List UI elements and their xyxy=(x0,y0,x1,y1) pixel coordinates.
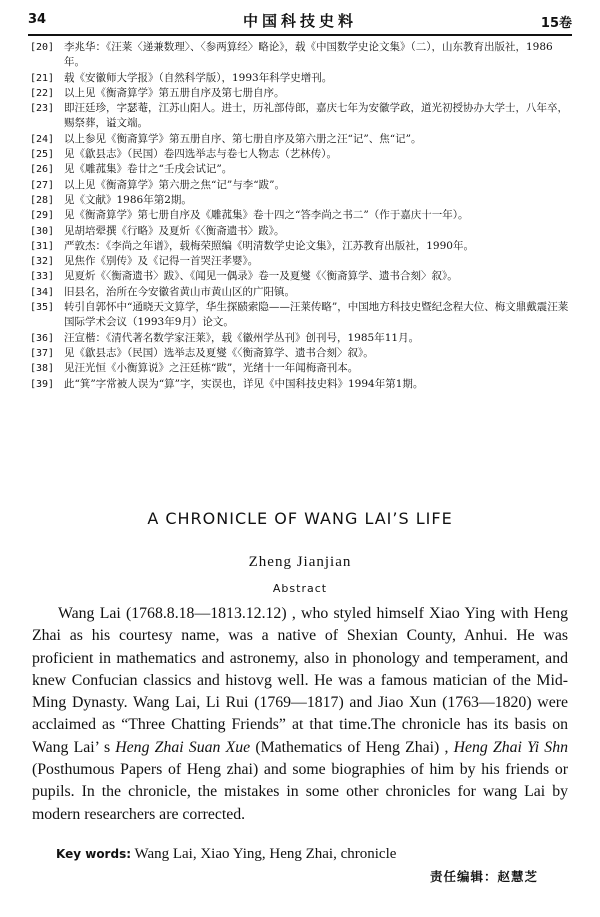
reference-note xyxy=(30,147,570,162)
note-number: [22] xyxy=(30,87,55,99)
note-text: 见焦作《别传》及《记得一首哭汪孝婴》。 xyxy=(64,255,259,268)
note-text: 见《雕菰集》卷廿之“壬戌会试记”。 xyxy=(64,163,233,176)
note-number: [39] xyxy=(30,378,55,390)
note-number: [34] xyxy=(30,286,55,298)
note-text: 见《衡斋算学》第七册自序及《雕菰集》卷十四之“答李尚之书二”（作于嘉庆十一年）。 xyxy=(64,209,469,222)
note-text: 见《歙县志》（民国）选举志及夏燮《〈衡斋算学、遗书合刻〉叙》。 xyxy=(64,346,374,359)
reference-notes xyxy=(30,40,570,392)
keywords-line xyxy=(56,846,396,863)
note-text: 李兆华：《汪莱〈递兼数理〉、〈参两算经〉略论》，载《中国数学史论文集》（二），山东教育出版社，1986年。 xyxy=(64,41,553,69)
reference-note xyxy=(30,71,570,86)
note-text: 汪宣楷：《清代著名数学家汪莱》，载《徽州学丛刊》创刊号，1985年11月。 xyxy=(64,331,420,344)
note-number: [32] xyxy=(30,256,55,268)
journal-title: 中国科技史料 xyxy=(242,12,357,30)
page-number: 34 xyxy=(28,12,47,27)
reference-note xyxy=(30,254,570,269)
reference-note xyxy=(30,208,570,223)
responsible-editor: 责任编辑：赵慧芝 xyxy=(429,869,538,884)
note-text: 以上参见《衡斋算学》第五册自序、第七册自序及第六册之汪“记”、焦“记”。 xyxy=(64,132,422,145)
keywords-value: Wang Lai, Xiao Ying, Heng Zhai, chronicle xyxy=(134,846,397,862)
note-number: [20] xyxy=(30,42,55,53)
note-text: 即汪廷珍，字瑟菴，江苏山阳人。进士，历礼部侍郎，嘉庆七年为安徽学政，道光初授协办大学士，八年卒，赐祭葬，谥文端。 xyxy=(64,102,568,130)
note-text: 见胡培翚撰《行略》及夏炘《〈衡斋遗书〉跋》。 xyxy=(64,224,285,237)
reference-note xyxy=(30,101,570,132)
abstract-part: Wang Lai (1768.8.18—1813.12.12) , who styled himself Xiao Ying with Heng Zhai as his courtesy name, was a native of Shexian County, Anhui. He was proficient in mathematics and astronemy, also in phonology and temperament, and knew Confucian classics and histovg well. He was a famous matician of the Mid-Ming Dynasty. Wang Lai, Li Rui (1769—1817) and Jiao Xun (1763—1820) were acclaimed as “Three Chatting Friends” at that time.The chronicle has its basis on Wang Lai’ s xyxy=(32,605,568,756)
article-title: A CHRONICLE OF WANG LAI’S LIFE xyxy=(147,509,453,528)
reference-note xyxy=(30,346,570,361)
note-number: [31] xyxy=(30,240,55,252)
article-author: Zheng Jianjian xyxy=(248,554,352,570)
reference-note xyxy=(30,193,570,208)
keywords-label: Key words: xyxy=(56,847,132,861)
reference-note xyxy=(30,162,570,177)
reference-note xyxy=(30,86,570,101)
volume-label: 15卷 xyxy=(540,16,572,31)
abstract-heading: Abstract xyxy=(272,582,328,595)
note-number: [30] xyxy=(30,225,55,237)
note-number: [29] xyxy=(30,210,55,222)
note-number: [33] xyxy=(30,271,55,283)
reference-note xyxy=(30,178,570,193)
note-text: 见夏炘《〈衡斋遗书〉跋》、《闻见一偶录》卷一及夏燮《〈衡斋算学、遗书合刻〉叙》。 xyxy=(64,270,458,283)
reference-note xyxy=(30,40,570,71)
note-text: 严敦杰：《李尚之年谱》，载梅荣照编《明清数学史论文集》，江苏教育出版社，1990年。 xyxy=(64,239,474,252)
note-number: [37] xyxy=(30,347,55,359)
reference-note xyxy=(30,285,570,300)
reference-note xyxy=(30,132,570,147)
note-number: [24] xyxy=(30,133,55,145)
note-text: 此“箕”字常被人误为“算”字，实误也，详见《中国科技史料》1994年第1期。 xyxy=(64,377,424,390)
running-header xyxy=(28,10,572,36)
note-text: 载《安徽师大学报》（自然科学版），1993年科学史增刊。 xyxy=(64,71,333,84)
book-title-yishu: Heng Zhai Yi Shn xyxy=(453,738,568,756)
note-number: [27] xyxy=(30,179,55,191)
note-text: 见《文献》1986年第2期。 xyxy=(64,193,192,206)
note-text: 见《歙县志》（民国）卷四选举志与卷七人物志（艺林传）。 xyxy=(64,148,337,161)
reference-note xyxy=(30,269,570,284)
note-text: 旧县名，治所在今安徽省黄山市黄山区的广阳镇。 xyxy=(64,285,295,298)
note-number: [21] xyxy=(30,72,55,84)
abstract-part: (Posthumous Papers of Heng zhai) and some biographies of him by his friends or pupils. In the chronicle, the mistakes in some other chronicles for wang Lai by modern researchers are corrected. xyxy=(32,761,568,823)
abstract-text xyxy=(32,603,568,826)
note-text: 以上见《衡斋算学》第六册之焦“记”与李“跋”。 xyxy=(64,178,285,191)
note-number: [25] xyxy=(30,149,55,161)
note-text: 以上见《衡斋算学》第五册自序及第七册自序。 xyxy=(64,86,285,99)
reference-note xyxy=(30,224,570,239)
reference-note xyxy=(30,361,570,376)
note-number: [38] xyxy=(30,363,55,375)
note-number: [36] xyxy=(30,332,55,344)
book-title-suanxue: Heng Zhai Suan Xue xyxy=(115,738,251,756)
reference-note xyxy=(30,300,570,331)
reference-note xyxy=(30,331,570,346)
note-number: [23] xyxy=(30,103,55,115)
note-number: [35] xyxy=(30,302,55,314)
note-text: 转引自郭怀中“通晓天文算学，华生探赜索隐——汪莱传略”，中国地方科技史暨纪念程大位、梅文鼎戴震汪莱国际学术会议（1993年9月）论文。 xyxy=(64,301,569,329)
reference-note xyxy=(30,239,570,254)
reference-note xyxy=(30,377,570,392)
note-number: [26] xyxy=(30,164,55,176)
note-number: [28] xyxy=(30,194,55,206)
abstract-part: (Mathematics of Heng Zhai) , xyxy=(250,738,454,756)
note-text: 见汪光恒《小衡算说》之汪廷栋“跋”，光绪十一年闻梅斋刊本。 xyxy=(64,362,359,375)
